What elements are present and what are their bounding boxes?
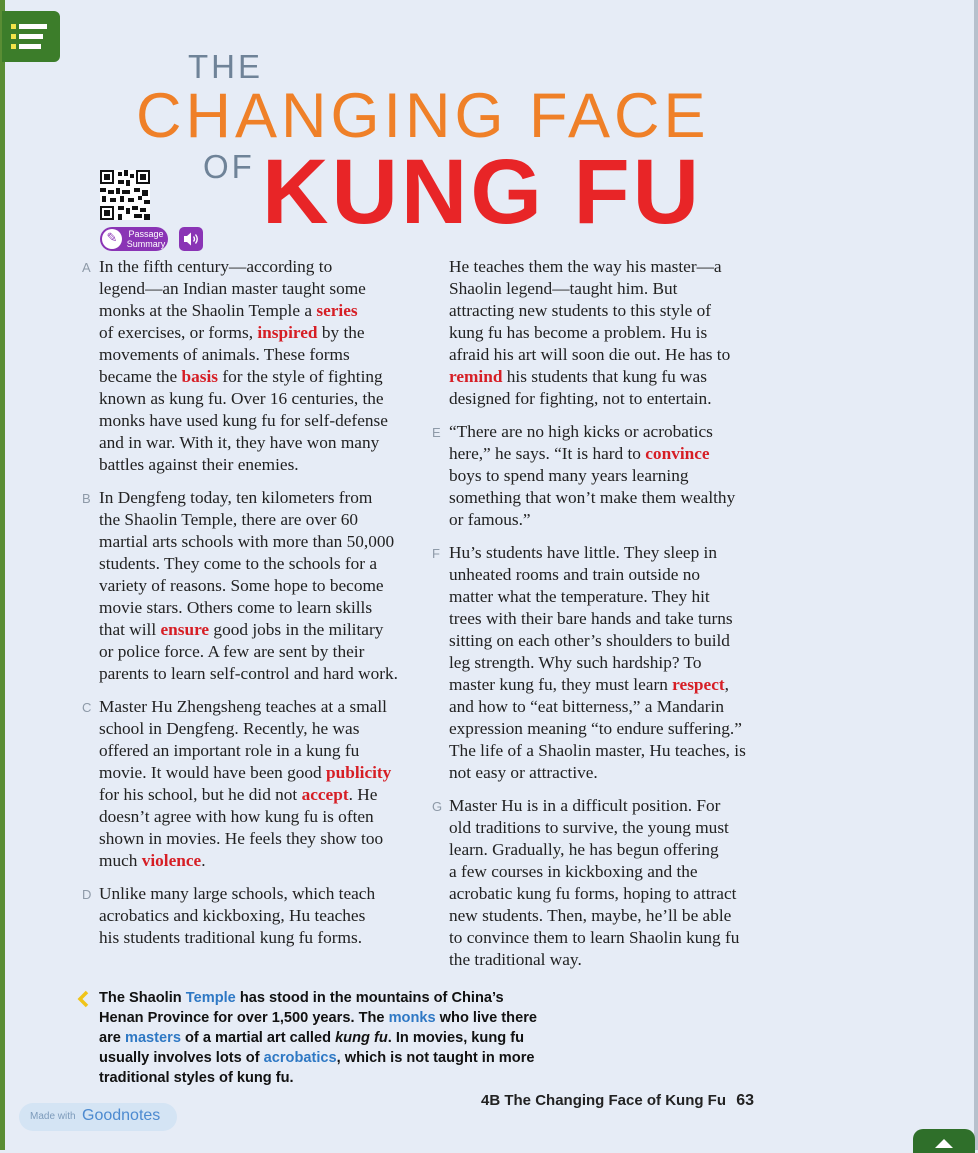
text-line: something that won’t make them wealthy: [449, 488, 736, 507]
text-line: In the fifth century—according to: [99, 257, 333, 276]
passage-summary-label: Passage Summary: [126, 229, 166, 249]
title-the: THE: [188, 48, 263, 85]
text-line: that will ensure good jobs in the military: [99, 620, 384, 639]
text-line: doesn’t agree with how kung fu is often: [99, 807, 374, 826]
text-line: movements of animals. These forms: [99, 345, 350, 364]
text-line: shown in movies. He feels they show too: [99, 829, 384, 848]
text-line: kung fu has become a problem. Hu is: [449, 323, 708, 342]
caption-line: traditional styles of kung fu.: [99, 1070, 294, 1086]
article-left-column: [82, 256, 417, 960]
page-edge-left: [0, 0, 5, 1150]
text-line: movie stars. Others come to learn skills: [99, 598, 373, 617]
text-line: matter what the temperature. They hit: [449, 587, 710, 606]
paragraph: [432, 421, 769, 531]
caption-line: Henan Province for over 1,500 years. The monks who live there: [99, 1010, 537, 1026]
goodnotes-brand: Goodnotes: [82, 1107, 161, 1124]
goodnotes-badge[interactable]: [19, 1103, 177, 1131]
text-line: Shaolin legend—taught him. But: [449, 279, 678, 298]
paragraph: [82, 256, 417, 476]
caption-line: The Shaolin Temple has stood in the mountains of China’s: [99, 990, 504, 1006]
page-edge-right: [974, 0, 978, 1150]
text-line: afraid his art will soon die out. He has to: [449, 345, 731, 364]
paragraph-letter: F: [432, 546, 440, 561]
text-line: and in war. With it, they have won many: [99, 433, 380, 452]
text-line: known as kung fu. Over 16 centuries, the: [99, 389, 384, 408]
footer-unit: 4B: [481, 1092, 501, 1109]
vocab-keyword[interactable]: series: [316, 301, 358, 320]
caption-keyword[interactable]: acrobatics: [263, 1050, 337, 1066]
text-line: acrobatic kung fu forms, hoping to attract: [449, 884, 737, 903]
text-line: parents to learn self-control and hard work.: [99, 664, 398, 683]
paragraph-letter: E: [432, 425, 441, 440]
paragraph-letter: G: [432, 799, 443, 814]
text-line: here,” he says. “It is hard to convince: [449, 444, 710, 463]
page-number: 63: [736, 1092, 754, 1109]
text-line: variety of reasons. Some hope to become: [99, 576, 384, 595]
text-line: new students. Then, maybe, he’ll be able: [449, 906, 732, 925]
text-line: to convince them to learn Shaolin kung fu: [449, 928, 740, 947]
text-line: or famous.”: [449, 510, 531, 529]
text-line: old traditions to survive, the young must: [449, 818, 729, 837]
text-line: not easy or attractive.: [449, 763, 598, 782]
text-line: In Dengfeng today, ten kilometers from: [99, 488, 373, 507]
paragraph-letter: C: [82, 700, 92, 715]
text-line: his students traditional kung fu forms.: [99, 928, 363, 947]
speaker-icon: [179, 227, 203, 251]
paragraph: [82, 883, 417, 949]
paragraph-letter: A: [82, 260, 91, 275]
article-right-column: [432, 256, 769, 982]
title-changing-face: CHANGING FACE: [136, 81, 710, 151]
caption-keyword[interactable]: masters: [124, 1030, 181, 1046]
text-line: became the basis for the style of fighting: [99, 367, 383, 386]
text-line: martial arts schools with more than 50,000: [99, 532, 395, 551]
text-line: of exercises, or forms, inspired by the: [99, 323, 365, 342]
text-line: Master Hu is in a difficult position. For: [449, 796, 721, 815]
text-line: school in Dengfeng. Recently, he was: [99, 719, 360, 738]
text-line: learn. Gradually, he has begun offering: [449, 840, 719, 859]
photo-caption: [99, 988, 569, 1088]
text-line: designed for fighting, not to entertain.: [449, 389, 712, 408]
text-line: battles against their enemies.: [99, 455, 299, 474]
page-footer: [481, 1092, 754, 1110]
text-line: monks at the Shaolin Temple a series: [99, 301, 358, 320]
text-line: Hu’s students have little. They sleep in: [449, 543, 717, 562]
text-line: offered an important role in a kung fu: [99, 741, 360, 760]
text-line: or police force. A few are sent by their: [99, 642, 365, 661]
paragraph-letter: D: [82, 887, 92, 902]
goodnotes-made-with: Made with: [30, 1111, 76, 1122]
paragraph-letter: B: [82, 491, 91, 506]
vocab-keyword[interactable]: accept: [301, 785, 349, 804]
footer-title: The Changing Face of Kung Fu: [504, 1092, 727, 1109]
qr-code[interactable]: [100, 170, 150, 220]
text-line: monks have used kung fu for self-defense: [99, 411, 388, 430]
text-line: legend—an Indian master taught some: [99, 279, 366, 298]
audio-button[interactable]: [179, 227, 203, 251]
text-line: sitting on each other’s shoulders to build: [449, 631, 730, 650]
title-of: OF: [203, 148, 255, 185]
text-line: Master Hu Zhengsheng teaches at a small: [99, 697, 387, 716]
list-menu-icon: [11, 23, 47, 51]
scroll-up-button[interactable]: [913, 1129, 975, 1153]
caption-keyword[interactable]: Temple: [185, 990, 236, 1006]
text-line: trees with their bare hands and take turns: [449, 609, 733, 628]
paragraph: [82, 487, 417, 685]
paragraph: [82, 696, 417, 872]
vocab-keyword[interactable]: ensure: [160, 620, 210, 639]
title-kung-fu: KUNG FU: [262, 141, 703, 243]
text-line: acrobatics and kickboxing, Hu teaches: [99, 906, 366, 925]
text-line: a few courses in kickboxing and the: [449, 862, 698, 881]
vocab-keyword[interactable]: convince: [645, 444, 710, 463]
text-line: the Shaolin Temple, there are over 60: [99, 510, 359, 529]
text-line: the traditional way.: [449, 950, 582, 969]
pencil-icon: ✎: [102, 229, 122, 249]
arrow-up-icon: [933, 1137, 955, 1149]
text-line: “There are no high kicks or acrobatics: [449, 422, 713, 441]
text-line: students. They come to the schools for a: [99, 554, 378, 573]
text-line: The life of a Shaolin master, Hu teaches, is: [449, 741, 746, 760]
menu-button[interactable]: [2, 11, 60, 62]
paragraph: [432, 795, 769, 971]
text-line: remind his students that kung fu was: [449, 367, 707, 386]
vocab-keyword[interactable]: publicity: [326, 763, 392, 782]
text-line: movie. It would have been good publicity: [99, 763, 392, 782]
text-line: master kung fu, they must learn respect,: [449, 675, 729, 694]
vocab-keyword[interactable]: remind: [449, 367, 503, 386]
vocab-keyword[interactable]: basis: [181, 367, 219, 386]
text-line: He teaches them the way his master—a: [449, 257, 722, 276]
text-line: for his school, but he did not accept. He: [99, 785, 378, 804]
text-line: attracting new students to this style of: [449, 301, 712, 320]
text-line: boys to spend many years learning: [449, 466, 689, 485]
text-line: leg strength. Why such hardship? To: [449, 653, 702, 672]
caption-italic-term: kung fu: [335, 1030, 388, 1046]
text-line: much violence.: [99, 851, 206, 870]
caption-line: usually involves lots of acrobatics, which is not taught in more: [99, 1050, 535, 1066]
vocab-keyword[interactable]: respect: [672, 675, 725, 694]
text-line: unheated rooms and train outside no: [449, 565, 701, 584]
paragraph: [432, 542, 769, 784]
text-line: expression meaning “to endure suffering.”: [449, 719, 742, 738]
text-line: and how to “eat bitterness,” a Mandarin: [449, 697, 724, 716]
caption-keyword[interactable]: monks: [388, 1010, 436, 1026]
chevron-left-icon: [76, 990, 90, 1008]
caption-line: are masters of a martial art called kung fu. In movies, kung fu: [99, 1030, 524, 1046]
paragraph: [449, 256, 769, 410]
vocab-keyword[interactable]: violence: [141, 851, 202, 870]
passage-summary-button[interactable]: [100, 227, 168, 251]
text-line: Unlike many large schools, which teach: [99, 884, 376, 903]
vocab-keyword[interactable]: inspired: [257, 323, 318, 342]
